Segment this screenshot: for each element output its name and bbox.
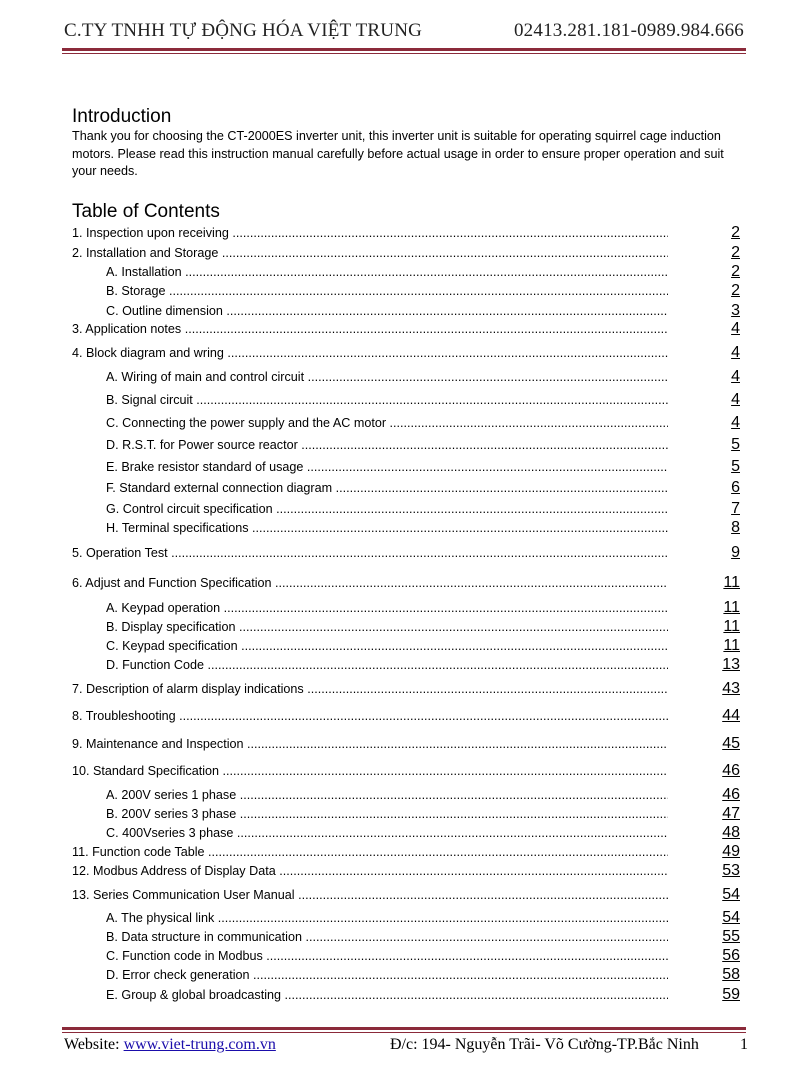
toc-entry-label: A. Installation ..... (106, 265, 668, 279)
toc-subentry[interactable] (106, 654, 740, 674)
toc-entry-page-link[interactable]: 2 (731, 282, 740, 299)
toc-entry-page-link[interactable]: 46 (722, 762, 740, 779)
toc-subentry[interactable] (106, 280, 740, 300)
toc-subentry[interactable] (106, 635, 740, 655)
toc-entry-page-link[interactable]: 8 (731, 519, 740, 536)
toc-entry[interactable] (72, 678, 740, 698)
toc-entry-label: B. Signal circuit ..... (106, 393, 668, 407)
toc-entry-page-link[interactable]: 56 (722, 947, 740, 964)
toc-subentry[interactable] (106, 907, 740, 927)
toc-entry-page-link[interactable]: 58 (722, 966, 740, 983)
toc-entry-page-link[interactable]: 4 (731, 368, 740, 385)
toc-entry-label: 10. Standard Specification ..... (72, 764, 668, 778)
toc-entry-page-link[interactable]: 54 (722, 886, 740, 903)
toc-entry-label: H. Terminal specifications ..... (106, 521, 668, 535)
toc-entry-page-link[interactable]: 11 (723, 599, 740, 616)
toc-heading: Table of Contents (72, 201, 220, 222)
toc-entry-label: A. 200V series 1 phase ..... (106, 788, 668, 802)
toc-entry-page-link[interactable]: 11 (723, 637, 740, 654)
toc-entry-page-link[interactable]: 49 (722, 843, 740, 860)
toc-entry-page-link[interactable]: 4 (731, 391, 740, 408)
toc-entry[interactable] (72, 884, 740, 904)
intro-paragraph: Thank you for choosing the CT-2000ES inverter unit, this inverter unit is suitable for operating squirrel cage induction motors. Please read this instruction manual carefully before actual usage in order to ensure proper operation and suit your needs. (72, 129, 724, 178)
toc-entry[interactable] (72, 222, 740, 242)
toc-entry-page-link[interactable]: 4 (731, 344, 740, 361)
toc-subentry[interactable] (106, 477, 740, 497)
toc-entry-label: C. 400Vseries 3 phase ..... (106, 826, 668, 840)
toc-entry[interactable] (72, 860, 740, 880)
toc-subentry[interactable] (106, 945, 740, 965)
toc-subentry[interactable] (106, 784, 740, 804)
toc-entry-label: 5. Operation Test ..... (72, 546, 668, 560)
toc-entry-label: C. Outline dimension ..... (106, 304, 668, 318)
toc-entry-label: 3. Application notes ..... (72, 322, 668, 336)
toc-entry-page-link[interactable]: 4 (731, 320, 740, 337)
toc-entry-page-link[interactable]: 45 (722, 735, 740, 752)
toc-entry[interactable] (72, 760, 740, 780)
toc-entry[interactable] (72, 542, 740, 562)
toc-subentry[interactable] (106, 389, 740, 409)
website-label: Website: (64, 1036, 120, 1053)
toc-entry-label: C. Connecting the power supply and the AC motor ..... (106, 416, 668, 430)
header-rule-thin (62, 53, 746, 54)
toc-entry-label: E. Group & global broadcasting ..... (106, 988, 668, 1002)
toc-entry-label: A. The physical link ..... (106, 911, 668, 925)
toc-entry-page-link[interactable]: 2 (731, 263, 740, 280)
toc-subentry[interactable] (106, 926, 740, 946)
toc-entry-label: D. Function Code ..... (106, 658, 668, 672)
toc-subentry[interactable] (106, 822, 740, 842)
toc-entry-label: C. Function code in Modbus ..... (106, 949, 668, 963)
toc-entry-label: 11. Function code Table ..... (72, 845, 668, 859)
toc-entry-page-link[interactable]: 44 (722, 707, 740, 724)
toc-entry[interactable] (72, 342, 740, 362)
toc-entry-page-link[interactable]: 53 (722, 862, 740, 879)
toc-subentry[interactable] (106, 434, 740, 454)
toc-entry-page-link[interactable]: 5 (731, 436, 740, 453)
toc-entry-label: C. Keypad specification ..... (106, 639, 668, 653)
toc-entry[interactable] (72, 242, 740, 262)
toc-subentry[interactable] (106, 456, 740, 476)
toc-entry-page-link[interactable]: 7 (731, 500, 740, 517)
toc-entry-label: F. Standard external connection diagram ..... (106, 481, 668, 495)
toc-subentry[interactable] (106, 597, 740, 617)
toc-entry-page-link[interactable]: 13 (722, 656, 740, 673)
toc-entry-label: A. Wiring of main and control circuit ..... (106, 370, 668, 384)
toc-entry-label: 4. Block diagram and wring ..... (72, 346, 668, 360)
toc-entry[interactable] (72, 572, 740, 592)
toc-entry-label: 1. Inspection upon receiving ..... (72, 226, 668, 240)
toc-entry-page-link[interactable]: 4 (731, 414, 740, 431)
toc-entry-label: B. 200V series 3 phase ..... (106, 807, 668, 821)
footer-rule-thick (62, 1027, 746, 1030)
toc-entry-page-link[interactable]: 55 (722, 928, 740, 945)
toc-entry-page-link[interactable]: 9 (731, 544, 740, 561)
page-footer (64, 1036, 748, 1058)
toc-entry-page-link[interactable]: 5 (731, 458, 740, 475)
toc-subentry[interactable] (106, 261, 740, 281)
toc-subentry[interactable] (106, 412, 740, 432)
page-header (64, 20, 744, 44)
toc-subentry[interactable] (106, 984, 740, 1004)
company-name: C.TY TNHH TỰ ĐỘNG HÓA VIỆT TRUNG (64, 20, 423, 41)
toc-subentry[interactable] (106, 300, 740, 320)
toc-entry-label: B. Data structure in communication ..... (106, 930, 668, 944)
toc-entry-label: D. R.S.T. for Power source reactor ..... (106, 438, 668, 452)
toc-entry-page-link[interactable]: 3 (731, 302, 740, 319)
toc-subentry[interactable] (106, 366, 740, 386)
toc-entry-page-link[interactable]: 11 (723, 574, 740, 591)
toc-entry-page-link[interactable]: 11 (723, 618, 740, 635)
toc-entry-label: B. Display specification ..... (106, 620, 668, 634)
toc-entry-page-link[interactable]: 46 (722, 786, 740, 803)
toc-entry-label: G. Control circuit specification ..... (106, 502, 668, 516)
page-number: 1 (740, 1036, 748, 1053)
toc-entry-label: 13. Series Communication User Manual ..... (72, 888, 668, 902)
toc-entry-page-link[interactable]: 43 (722, 680, 740, 697)
toc-entry-label: E. Brake resistor standard of usage ..... (106, 460, 668, 474)
toc-entry-label: D. Error check generation ..... (106, 968, 668, 982)
toc-entry-label: 8. Troubleshooting ..... (72, 709, 668, 723)
toc-subentry[interactable] (106, 803, 740, 823)
toc-subentry[interactable] (106, 517, 740, 537)
toc-subentry[interactable] (106, 616, 740, 636)
toc-entry-label: 9. Maintenance and Inspection ..... (72, 737, 668, 751)
toc-entry-page-link[interactable]: 2 (731, 244, 740, 261)
toc-entry-page-link[interactable]: 6 (731, 479, 740, 496)
footer-rule-thin (62, 1032, 746, 1033)
toc-entry-label: 12. Modbus Address of Display Data ..... (72, 864, 668, 878)
header-rule-thick (62, 48, 746, 51)
toc-entry-page-link[interactable]: 59 (722, 986, 740, 1003)
company-phone: 02413.281.181-0989.984.666 (513, 20, 744, 41)
toc-entry-page-link[interactable]: 48 (722, 824, 740, 841)
toc-subentry[interactable] (106, 498, 740, 518)
toc-entry-label: B. Storage ..... (106, 284, 668, 298)
toc-entry-page-link[interactable]: 2 (731, 224, 740, 241)
toc-entry[interactable] (72, 318, 740, 338)
intro-heading: Introduction (72, 106, 172, 127)
website-block (64, 1036, 276, 1054)
toc-entry-page-link[interactable]: 47 (722, 805, 740, 822)
website-link[interactable]: www.viet-trung.com.vn (123, 1036, 276, 1053)
toc-entry-page-link[interactable]: 54 (722, 909, 740, 926)
toc-entry[interactable] (72, 733, 740, 753)
toc-entry-label: 6. Adjust and Function Specification ..... (72, 576, 668, 590)
toc-entry-label: 7. Description of alarm display indications ..... (72, 682, 668, 696)
toc-entry-label: A. Keypad operation ..... (106, 601, 668, 615)
toc-subentry[interactable] (106, 964, 740, 984)
toc-entry[interactable] (72, 705, 740, 725)
company-address: Đ/c: 194- Nguyễn Trãi- Võ Cường-TP.Bắc Ninh (390, 1036, 699, 1053)
toc-entry-label: 2. Installation and Storage ..... (72, 246, 668, 260)
toc-entry[interactable] (72, 841, 740, 861)
